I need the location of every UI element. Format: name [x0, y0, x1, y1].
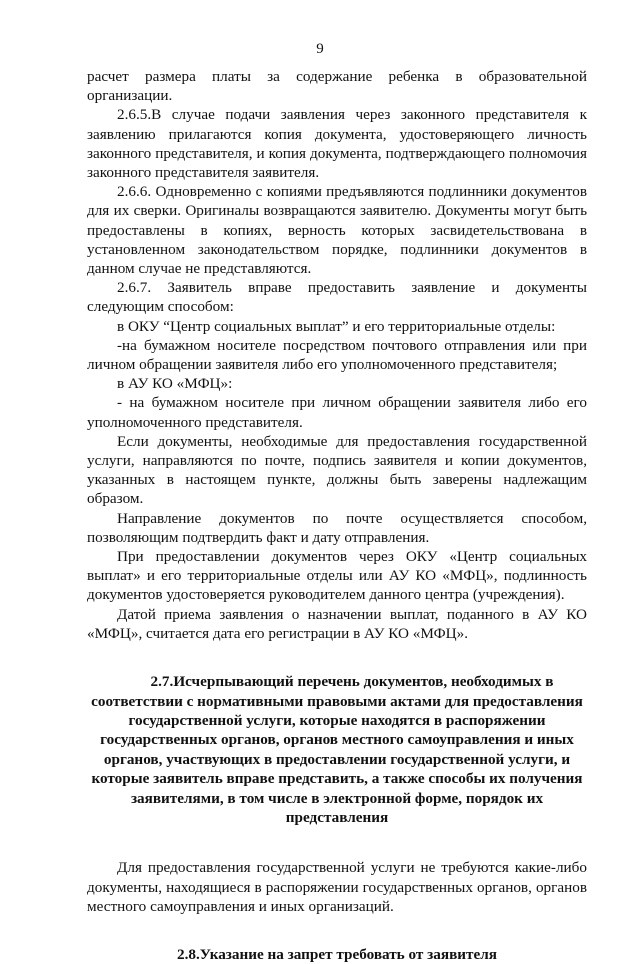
paragraph-mfc: в АУ КО «МФЦ»: — [117, 375, 233, 393]
paragraph-receipt-date: Датой приема заявления о назначении выплат, поданного в АУ КО «МФЦ», считается дата его регистрации в АУ КО «МФЦ». — [87, 605, 587, 642]
section-2-8-heading: 2.8.Указание на запрет требовать от заявителя — [177, 945, 497, 963]
document-body — [87, 67, 587, 964]
paragraph-2-6-5: 2.6.5.В случае подачи заявления через законного представителя к заявлению прилагаются копия документа, удостоверяющего личность законного представителя, и копия документа, подтверждающего полномочия законного представителя заявителя. — [87, 106, 587, 182]
section-2-7-text: Для предоставления государственной услуги не требуются какие-либо документы, находящиеся в распоряжении государственных органов, органов местного самоуправления и иных организаций. — [87, 859, 587, 915]
paragraph-oku-method: -на бумажном носителе посредством почтового отправления или при личном обращении заявителя либо его уполномоченного представителя; — [87, 336, 587, 374]
paragraph-post: Если документы, необходимые для предоставления государственной услуги, направляются по почте, подпись заявителя и копии документов, указанных в настоящем пункте, должны быть заверены надлежащим образом. — [87, 432, 587, 508]
page-number: 9 — [316, 41, 324, 57]
paragraph-authenticity: При предоставлении документов через ОКУ «Центр социальных выплат» и его территориальные отделы или АУ КО «МФЦ», подлинность документов удостоверяется руководителем данного центра (учреждения). — [87, 548, 587, 604]
paragraph-2-6-7: 2.6.7. Заявитель вправе предоставить заявление и документы следующим способом: — [87, 279, 587, 316]
paragraph-2-6-6: 2.6.6. Одновременно с копиями предъявляются подлинники документов для их сверки. Оригиналы возвращаются заявителю. Документы могут быть предоставлены в копиях, верность которых засвидетельствована в установленном законодательством порядке, подлинники документов в данном случае не представляются. — [87, 183, 587, 278]
paragraph-continuation: расчет размера платы за содержание ребенка в образовательной организации. — [87, 68, 587, 105]
paragraph-mfc-method: - на бумажном носителе при личном обращении заявителя либо его уполномоченного представителя. — [87, 394, 587, 431]
section-2-7-heading: 2.7.Исчерпывающий перечень документов, необходимых в соответствии с нормативными правовыми актами для предоставления государственной услуги, которые находятся в распоряжении государственных органов, органов местного самоуправления и иных органов, участвующих в предоставлении государственной услуги, и которые заявитель вправе представить, а также способы их получения заявителями, в том числе в электронной форме, порядок их представления — [91, 673, 583, 826]
paragraph-post-direction: Направление документов по почте осуществляется способом, позволяющим подтвердить факт и дату отправления. — [87, 509, 587, 546]
paragraph-oku: в ОКУ “Центр социальных выплат” и его территориальные отделы: — [117, 317, 556, 335]
